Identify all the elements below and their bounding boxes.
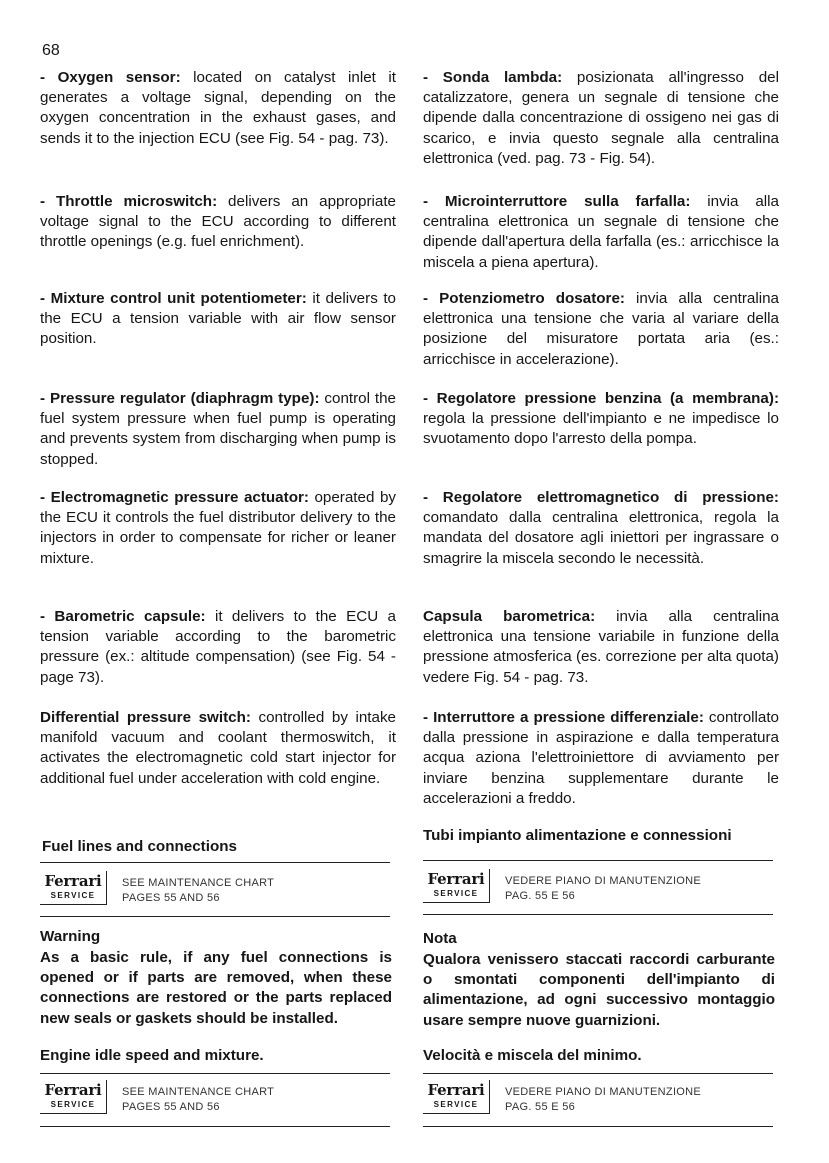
description: it delivers to the ECU a tension variable with air flow sensor position. bbox=[40, 290, 396, 348]
service-reference-box bbox=[40, 871, 390, 907]
logo-subtitle: SERVICE bbox=[50, 891, 96, 900]
description: controlled by intake manifold vacuum and coolant thermoswitch, it activates the electromagnetic cold start injector for additional fuel under acceleration with cold engine. bbox=[40, 709, 396, 787]
term: - Barometric capsule: bbox=[40, 608, 206, 625]
description: delivers an appropriate voltage signal to the ECU according to different throttle openings (e.g. fuel enrichment). bbox=[40, 193, 396, 251]
term: - Regolatore pressione benzina (a membrana): bbox=[423, 390, 779, 407]
service-line-1: VEDERE PIANO DI MANUTENZIONE bbox=[505, 875, 702, 887]
idle-speed-heading: Engine idle speed and mixture. bbox=[40, 1047, 264, 1064]
service-reference-text bbox=[122, 876, 274, 906]
warning-text: Qualora venissero staccati raccordi carburante o smontati componenti dell'impianto di alimentazione, ad ogni successivo montaggio usare sempre nuove guarnizioni. bbox=[423, 951, 775, 1029]
term: Differential pressure switch: bbox=[40, 709, 251, 726]
description: controllato dalla pressione in aspirazione e dalla temperatura acqua aziona l'elettroiniettore di avviamento per inviare benzina supplementare durante le accelerazioni a freddo. bbox=[423, 709, 780, 807]
logo-wordmark: Ferrari bbox=[427, 1081, 485, 1099]
idle-speed-heading: Velocità e miscela del minimo. bbox=[423, 1047, 642, 1064]
warning-title: Nota bbox=[423, 930, 457, 947]
service-reference-box bbox=[423, 869, 773, 905]
term: - Interruttore a pressione differenziale: bbox=[423, 709, 704, 726]
paragraph-sonda-lambda bbox=[423, 68, 779, 169]
ferrari-service-logo bbox=[423, 1080, 490, 1114]
service-line-2: PAGES 55 AND 56 bbox=[122, 892, 220, 904]
paragraph-interruttore-differenziale bbox=[423, 708, 779, 809]
term: Capsula barometrica: bbox=[423, 608, 596, 625]
service-reference-text bbox=[122, 1085, 274, 1115]
divider bbox=[423, 914, 773, 915]
term: - Oxygen sensor: bbox=[40, 69, 181, 86]
page-number: 68 bbox=[42, 42, 60, 59]
divider bbox=[423, 860, 773, 861]
warning-title: Warning bbox=[40, 928, 101, 945]
service-line-1: SEE MAINTENANCE CHART bbox=[122, 877, 275, 889]
term: - Pressure regulator (diaphragm type): bbox=[40, 390, 320, 407]
description: control the fuel system pressure when fuel pump is operating and prevents system from discharging when pump is stopped. bbox=[40, 390, 397, 468]
logo-subtitle: SERVICE bbox=[433, 1100, 479, 1109]
divider bbox=[423, 1073, 773, 1074]
description: invia alla centralina elettronica una tensione variabile in funzione della pressione atmosferica (es. correzione per alta quota) vedere Fig. 54 - pag. 73. bbox=[423, 608, 780, 686]
description: located on catalyst inlet it generates a voltage signal, depending on the oxygen concentration in the exhaust gases, and sends it to the injection ECU (see Fig. 54 - pag. 73). bbox=[40, 69, 396, 147]
paragraph-differential-switch bbox=[40, 708, 396, 789]
service-line-1: VEDERE PIANO DI MANUTENZIONE bbox=[505, 1086, 702, 1098]
paragraph-regolatore-elettromagnetico bbox=[423, 488, 779, 569]
logo-wordmark: Ferrari bbox=[44, 872, 102, 890]
logo-subtitle: SERVICE bbox=[50, 1100, 96, 1109]
service-line-1: SEE MAINTENANCE CHART bbox=[122, 1086, 275, 1098]
description: invia alla centralina elettronica un segnale di tensione che dipende dall'apertura della farfalla (es.: arricchisce la miscela a piena apertura). bbox=[423, 193, 779, 271]
term: - Regolatore elettromagnetico di pressione: bbox=[423, 489, 779, 506]
term: - Throttle microswitch: bbox=[40, 193, 218, 210]
fuel-lines-heading: Tubi impianto alimentazione e connessioni bbox=[423, 827, 732, 844]
paragraph-throttle-microswitch bbox=[40, 192, 396, 253]
description: operated by the ECU it controls the fuel distributor delivery to the injectors in order to compensate for richer or leaner mixture. bbox=[40, 489, 396, 567]
service-reference-box bbox=[423, 1080, 773, 1116]
paragraph-microinterruttore bbox=[423, 192, 779, 273]
service-reference-box bbox=[40, 1080, 390, 1116]
service-line-2: PAG. 55 E 56 bbox=[505, 1101, 576, 1113]
paragraph-capsula-barometrica bbox=[423, 607, 779, 688]
term: - Sonda lambda: bbox=[423, 69, 563, 86]
paragraph-pressure-regulator bbox=[40, 389, 396, 470]
description: it delivers to the ECU a tension variable according to the barometric pressure (ex.: altitude compensation) (see Fig. 54 - page 73). bbox=[40, 608, 396, 686]
paragraph-regolatore-pressione bbox=[423, 389, 779, 450]
paragraph-potenziometro bbox=[423, 289, 779, 370]
description: invia alla centralina elettronica una tensione che varia al variare della posizione del misuratore portata aria (es.: arricchisce in accelerazione). bbox=[423, 290, 780, 368]
divider bbox=[40, 916, 390, 917]
divider bbox=[40, 1073, 390, 1074]
logo-wordmark: Ferrari bbox=[44, 1081, 102, 1099]
paragraph-pressure-actuator bbox=[40, 488, 396, 569]
paragraph-barometric-capsule bbox=[40, 607, 396, 688]
fuel-lines-heading: Fuel lines and connections bbox=[42, 838, 237, 855]
service-reference-text bbox=[505, 874, 701, 904]
divider bbox=[40, 1126, 390, 1127]
term: - Microinterruttore sulla farfalla: bbox=[423, 193, 691, 210]
ferrari-service-logo bbox=[40, 1080, 107, 1114]
description: comandato dalla centralina elettronica, regola la mandata del dosatore agli iniettori per ingrassare o smagrire la miscela secondo le necessità. bbox=[423, 509, 779, 567]
paragraph-mixture-potentiometer bbox=[40, 289, 396, 350]
logo-wordmark: Ferrari bbox=[427, 870, 485, 888]
description: posizionata all'ingresso del catalizzatore, genera un segnale di tensione che dipende dalla concentrazione di ossigeno nei gas di scarico, e invia questo segnale alla centralina elettronica (ved. pag. 73 - Fig. 54). bbox=[423, 69, 779, 167]
ferrari-service-logo bbox=[423, 869, 490, 903]
service-reference-text bbox=[505, 1085, 701, 1115]
logo-subtitle: SERVICE bbox=[433, 889, 479, 898]
term: - Electromagnetic pressure actuator: bbox=[40, 489, 309, 506]
divider bbox=[423, 1126, 773, 1127]
term: - Mixture control unit potentiometer: bbox=[40, 290, 307, 307]
ferrari-service-logo bbox=[40, 871, 107, 905]
paragraph-oxygen-sensor bbox=[40, 68, 396, 149]
warning-text: As a basic rule, if any fuel connections is opened or if parts are removed, when these connections are restored or the parts replaced new seals or gaskets should be installed. bbox=[40, 949, 392, 1027]
service-line-2: PAGES 55 AND 56 bbox=[122, 1101, 220, 1113]
term: - Potenziometro dosatore: bbox=[423, 290, 625, 307]
description: regola la pressione dell'impianto e ne impedisce lo svuotamento dopo l'arresto della pompa. bbox=[423, 410, 779, 448]
service-line-2: PAG. 55 E 56 bbox=[505, 890, 576, 902]
divider bbox=[40, 862, 390, 863]
